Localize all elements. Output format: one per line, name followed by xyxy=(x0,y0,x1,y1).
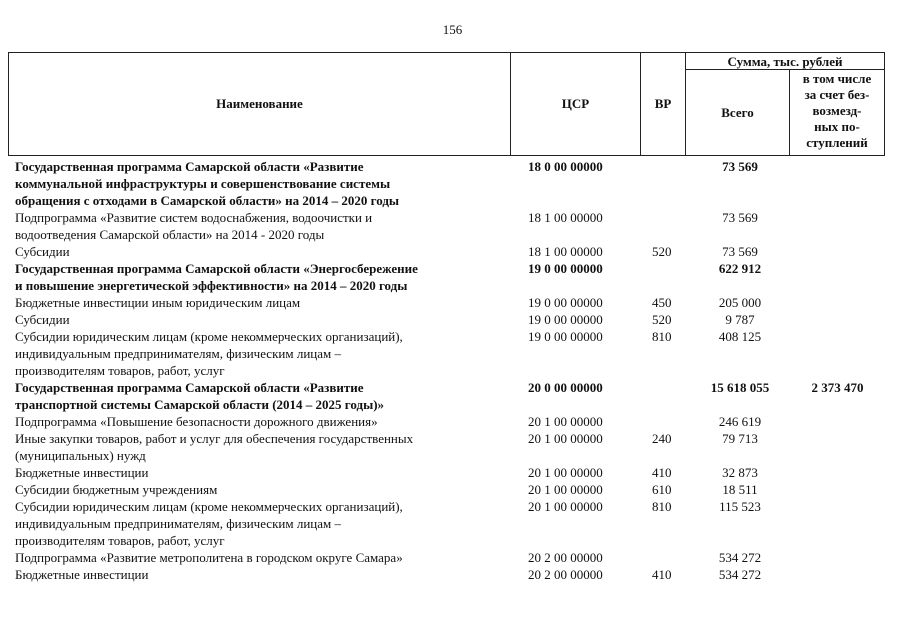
row-csr: 19 0 00 00000 xyxy=(528,295,603,310)
row-free: 2 373 470 xyxy=(811,380,864,395)
row-name: Государственная программа Самарской области «Энергосбережение и повышение энергетической эффективности» на 2014 – 2020 годы xyxy=(15,261,418,293)
row-total: 79 713 xyxy=(722,431,758,446)
table-row xyxy=(0,294,905,311)
row-vr: 240 xyxy=(652,431,672,446)
header-right-border xyxy=(884,52,885,156)
table-row xyxy=(0,209,905,243)
row-vr: 810 xyxy=(652,499,672,514)
row-name: Иные закупки товаров, работ и услуг для обеспечения государственных (муниципальных) нужд xyxy=(15,431,414,463)
row-csr: 18 1 00 00000 xyxy=(528,244,603,259)
row-total: 32 873 xyxy=(722,465,758,480)
header-sum: Сумма, тыс. рублей xyxy=(727,54,843,69)
row-vr: 410 xyxy=(652,465,672,480)
row-total: 18 511 xyxy=(722,482,758,497)
row-name: Субсидии юридическим лицам (кроме некоммерческих организаций), индивидуальным предпринимателям, физическим лицам – производителям товаров, работ, услуг xyxy=(15,499,403,548)
row-total: 73 569 xyxy=(722,159,758,174)
table-row xyxy=(0,243,905,260)
row-vr: 450 xyxy=(652,295,672,310)
page-number: 156 xyxy=(442,22,463,37)
row-name: Субсидии юридическим лицам (кроме некоммерческих организаций), индивидуальным предпринимателям, физическим лицам – производителям товаров, работ, услуг xyxy=(15,329,403,378)
header-csr: ЦСР xyxy=(561,96,590,111)
table-row xyxy=(0,311,905,328)
row-name: Подпрограмма «Развитие систем водоснабжения, водоочистки и водоотведения Самарской области» на 2014 - 2020 годы xyxy=(15,210,373,242)
header-vr: ВР xyxy=(654,96,672,111)
row-vr: 520 xyxy=(652,312,672,327)
row-total: 622 912 xyxy=(718,261,762,276)
table-row xyxy=(0,413,905,430)
table-row xyxy=(0,328,905,379)
row-total: 115 523 xyxy=(719,499,761,514)
header-name: Наименование xyxy=(216,96,303,111)
row-csr: 19 0 00 00000 xyxy=(528,261,603,276)
row-csr: 20 1 00 00000 xyxy=(528,499,603,514)
row-csr: 20 1 00 00000 xyxy=(528,414,603,429)
row-csr: 18 1 00 00000 xyxy=(528,210,603,225)
row-name: Субсидии xyxy=(15,312,70,327)
row-vr: 520 xyxy=(652,244,672,259)
row-csr: 19 0 00 00000 xyxy=(528,329,603,344)
row-total: 534 272 xyxy=(718,567,762,582)
row-csr: 18 0 00 00000 xyxy=(528,159,603,174)
row-csr: 20 2 00 00000 xyxy=(528,567,603,582)
row-total: 534 272 xyxy=(718,550,762,565)
table-row xyxy=(0,566,905,583)
row-name: Субсидии xyxy=(15,244,70,259)
row-name: Субсидии бюджетным учреждениям xyxy=(15,482,218,497)
row-name: Подпрограмма «Повышение безопасности дорожного движения» xyxy=(15,414,378,429)
table-row xyxy=(0,430,905,464)
row-total: 15 618 055 xyxy=(710,380,770,395)
row-total: 246 619 xyxy=(718,414,762,429)
header-total: Всего xyxy=(721,105,754,120)
table-row xyxy=(0,379,905,413)
row-vr: 610 xyxy=(652,482,672,497)
row-name: Бюджетные инвестиции иным юридическим лицам xyxy=(15,295,301,310)
row-csr: 20 1 00 00000 xyxy=(528,465,603,480)
table-row xyxy=(0,481,905,498)
row-name: Государственная программа Самарской области «Развитие транспортной системы Самарской области (2014 – 2025 годы)» xyxy=(15,380,385,412)
row-name: Бюджетные инвестиции xyxy=(15,465,149,480)
table-row xyxy=(0,498,905,549)
row-total: 73 569 xyxy=(722,244,758,259)
row-total: 73 569 xyxy=(722,210,758,225)
row-csr: 20 1 00 00000 xyxy=(528,431,603,446)
row-vr: 410 xyxy=(652,567,672,582)
row-vr: 810 xyxy=(652,329,672,344)
row-csr: 20 2 00 00000 xyxy=(528,550,603,565)
table-row xyxy=(0,464,905,481)
table-row xyxy=(0,549,905,566)
table-row xyxy=(0,260,905,294)
row-total: 205 000 xyxy=(718,295,762,310)
row-csr: 19 0 00 00000 xyxy=(528,312,603,327)
row-csr: 20 1 00 00000 xyxy=(528,482,603,497)
header-bottom-border xyxy=(8,155,885,156)
row-name: Государственная программа Самарской области «Развитие коммунальной инфраструктуры и совершенствование системы обращения с отходами в Самарской области» на 2014 – 2020 годы xyxy=(15,159,400,208)
row-name: Подпрограмма «Развитие метрополитена в городском округе Самара» xyxy=(15,550,403,565)
row-total: 408 125 xyxy=(718,329,762,344)
row-name: Бюджетные инвестиции xyxy=(15,567,149,582)
table-row xyxy=(0,158,905,209)
row-total: 9 787 xyxy=(725,312,755,327)
row-csr: 20 0 00 00000 xyxy=(528,380,603,395)
header-free: в том числе за счет без- возмезд- ных по- ступлений xyxy=(802,71,872,150)
